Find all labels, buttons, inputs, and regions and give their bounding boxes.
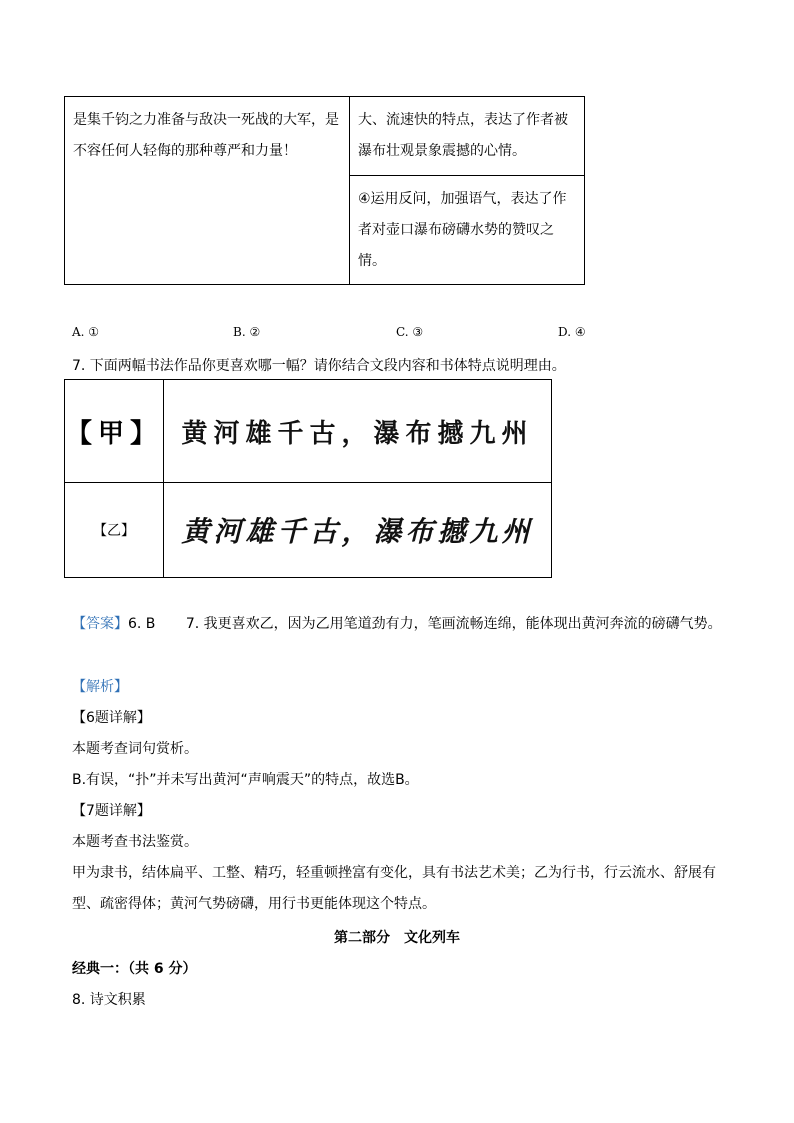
section-title: 第二部分 文化列车 <box>334 930 460 946</box>
q6-line-2: B.有误，“扑”并未写出黄河“声响震天”的特点，故选B。 <box>72 772 419 788</box>
option-a[interactable]: A. ① <box>72 325 100 339</box>
calligraphy-table <box>64 379 552 578</box>
jia-label: 【甲】 <box>65 380 164 483</box>
table-left-cell <box>65 97 350 285</box>
q6-detail-title: 【6题详解】 <box>72 710 151 726</box>
item-8: 8. 诗文积累 <box>72 992 146 1008</box>
answer-label: 【答案】 <box>72 616 128 632</box>
q7-detail-title: 【7题详解】 <box>72 803 151 819</box>
classic-heading: 经典一：（共 6 分） <box>72 961 197 977</box>
table-right-bottom-cell <box>350 176 585 285</box>
q7-line-3: 型、疏密得体；黄河气势磅礴，用行书更能体现这个特点。 <box>72 896 436 912</box>
right-bottom-text: ④运用反问，加强语气，表达了作者对壶口瀑布磅礴水势的赞叹之情。 <box>358 191 567 269</box>
option-d[interactable]: D. ④ <box>558 325 586 339</box>
q6-line-1: 本题考查词句赏析。 <box>72 741 198 757</box>
table-right-top-cell <box>350 97 585 176</box>
q7-line-1: 本题考查书法鉴赏。 <box>72 834 198 850</box>
question-7: 7. 下面两幅书法作品你更喜欢哪一幅？请你结合文段内容和书体特点说明理由。 <box>72 358 566 374</box>
answer-line <box>72 613 722 633</box>
right-top-text: 大、流速快的特点，表达了作者被瀑布壮观景象震撼的心情。 <box>358 112 568 159</box>
answer-q7: 7. 我更喜欢乙，因为乙用笔道劲有力，笔画流畅连绵，能体现出黄河奔流的磅礴气势。 <box>185 616 722 632</box>
analysis-label: 【解析】 <box>72 679 128 695</box>
option-b[interactable]: B. ② <box>233 325 261 339</box>
option-c[interactable]: C. ③ <box>396 325 424 339</box>
q7-line-2: 甲为隶书，结体扁平、工整、精巧，轻重顿挫富有变化，具有书法艺术美；乙为行书，行云流水、舒展有 <box>72 865 716 881</box>
comparison-table <box>64 96 585 285</box>
jia-calligraphy: 黄河雄千古，瀑布撼九州 <box>164 380 552 483</box>
yi-label: 【乙】 <box>65 483 164 578</box>
yi-calligraphy: 黄河雄千古，瀑布撼九州 <box>164 483 552 578</box>
options-row <box>72 325 632 345</box>
left-cell-text: 是集千钧之力准备与敌决一死战的大军，是不容任何人轻侮的那种尊严和力量！ <box>73 112 339 159</box>
answer-q6: 6. B <box>128 616 156 632</box>
